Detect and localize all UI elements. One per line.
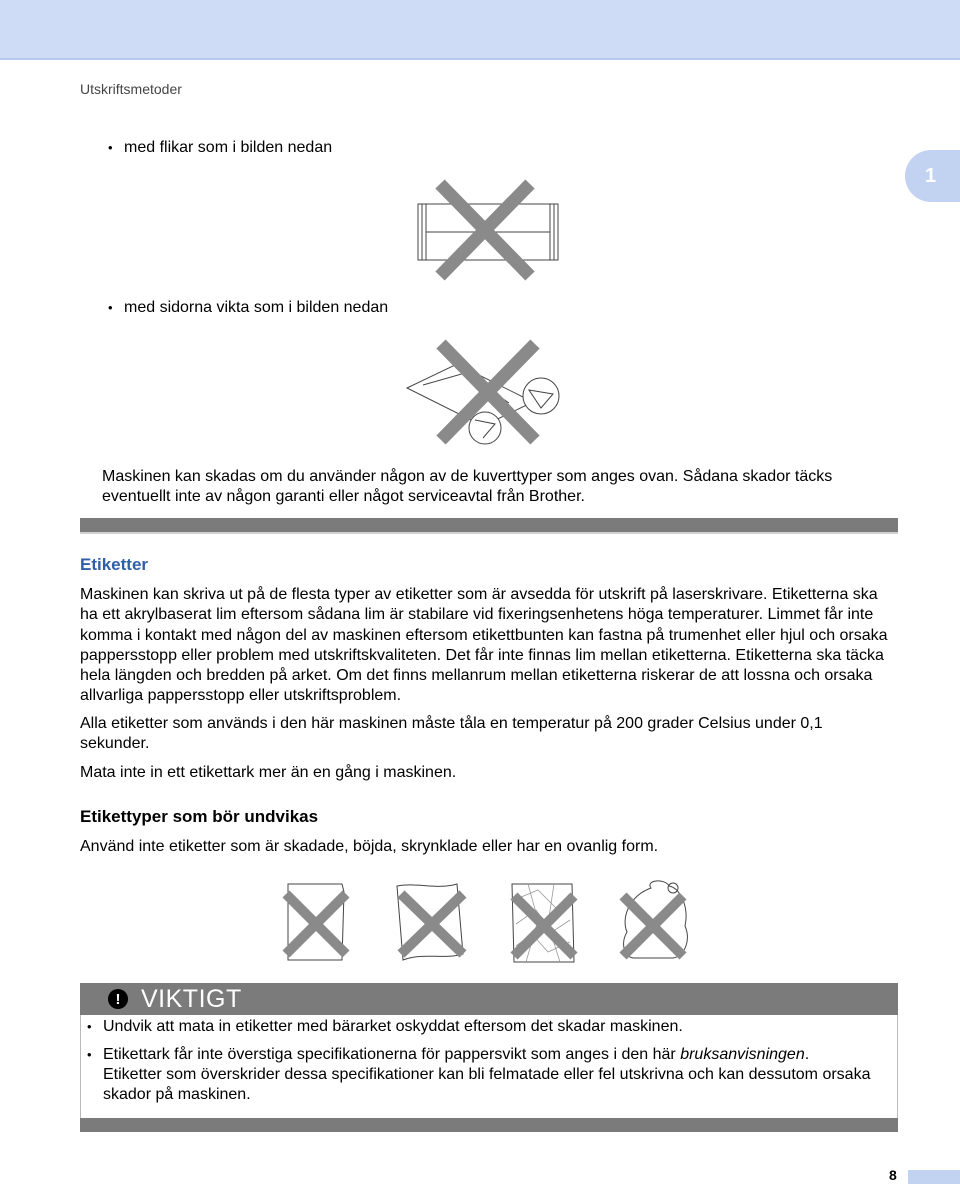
running-head: Utskriftsmetoder (80, 81, 182, 97)
cross-mark-icon (286, 894, 346, 954)
odd-shape-label-illustration (615, 878, 705, 968)
important-footer-bar (80, 1118, 898, 1132)
top-band (0, 0, 960, 60)
labels-paragraph-1: Maskinen kan skriva ut på de flesta typer av etiketter som är avsedda för utskrift på laserskrivare. Etiketterna ska ha ett akrylbaserat lim eftersom sådana lim är stabilare vid fixeringsenhetens höga temperaturer. Limmet får inte komma i kontakt med någon del av maskinen eftersom etikettbunten kan fastna på trumenhet eller hjul och orsaka pappersstopp eller problem med utskriftskvaliteten. Det får inte finnas lim mellan etiketterna. Etiketterna ska täcka hela längden och bredden på arket. Om det finns mellanrum mellan etiketterna riskerar de att lossna och orsaka allvarliga pappersstopp eller utskriftsproblem. (80, 586, 888, 705)
bullet-folded: • med sidorna vikta som i bilden nedan (124, 298, 388, 318)
bullet-tabs: • med flikar som i bilden nedan (124, 138, 332, 158)
envelope-folded-illustration (405, 340, 565, 445)
damaged-label-illustration (280, 880, 370, 965)
important-box-border-left (80, 1015, 81, 1118)
important-item-2-end: . (804, 1046, 810, 1063)
page-number: 8 (889, 1167, 897, 1183)
important-box-border-right (897, 1015, 898, 1118)
important-item-2-text: Etikettark får inte överstiga specifikationerna för pappersvikt som anges i den här (103, 1046, 681, 1063)
important-item-1: • Undvik att mata in etiketter med bärarket oskyddat eftersom det skadar maskinen. (103, 1017, 893, 1037)
important-item-2-line2: Etiketter som överskrider dessa specifikationer kan bli felmatade eller fel utskrivna och kan dessutom orsaka skador på maskinen. (103, 1066, 871, 1103)
important-title: VIKTIGT (141, 985, 242, 1013)
section-title-etiketter: Etiketter (80, 555, 149, 574)
exclamation-icon: ! (108, 989, 128, 1009)
cross-mark-icon (401, 894, 463, 954)
curled-label-illustration (393, 880, 483, 965)
subsection-title-avoid: Etikettyper som bör undvikas (80, 807, 319, 826)
wrinkled-label-illustration (508, 880, 598, 965)
labels-paragraph-2: Alla etiketter som används i den här maskinen måste tåla en temperatur på 200 grader Celsius under 0,1 sekunder. (80, 715, 823, 752)
manual-reference: bruksanvisningen (680, 1046, 805, 1063)
chapter-tab: 1 (905, 150, 960, 202)
section-separator-bar (80, 518, 898, 532)
important-item-2 (103, 1045, 893, 1105)
labels-paragraph-3: Mata inte in ett etikettark mer än en gång i maskinen. (80, 764, 457, 781)
cross-mark-icon (440, 184, 530, 276)
avoid-paragraph: Använd inte etiketter som är skadade, böjda, skrynklade eller har en ovanlig form. (80, 838, 659, 855)
page-number-bar (908, 1170, 960, 1184)
cross-mark-icon (623, 896, 683, 956)
damage-warning-paragraph: Maskinen kan skadas om du använder någon av de kuverttyper som anges ovan. Sådana skador täcks eventuellt inte av någon garanti eller något serviceavtal från Brother. (102, 468, 833, 505)
envelope-tabs-illustration (418, 180, 558, 280)
